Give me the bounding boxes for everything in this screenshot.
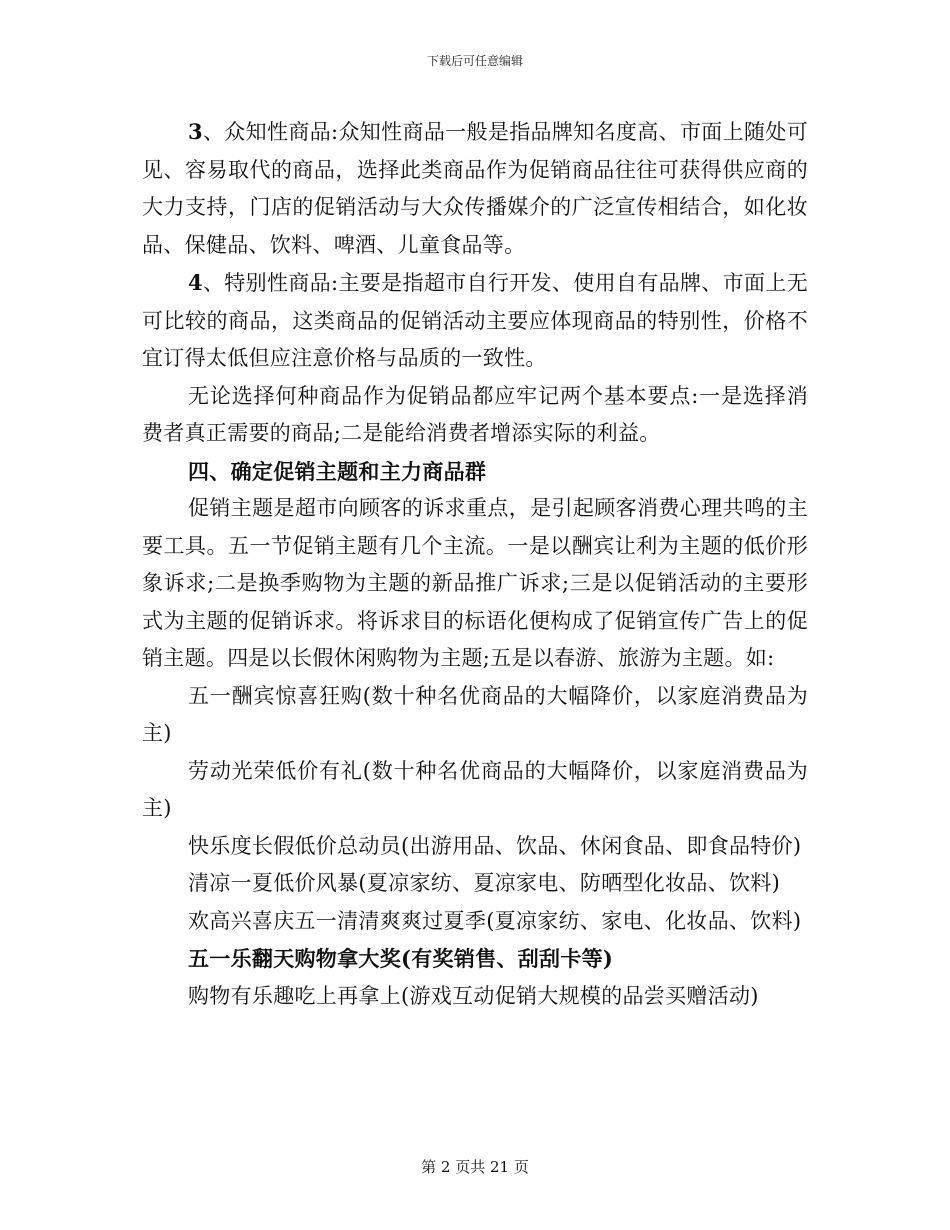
paragraph-text: 、特别性商品:主要是指超市自行开发、使用自有品牌、市面上无可比较的商品，这类商品的促销活动主要应体现商品的特别性，价格不宜订得太低但应注意价格与品质的一致性。	[142, 271, 808, 370]
item-number: 4	[188, 270, 203, 295]
item-number: 3	[188, 119, 203, 144]
document-body	[142, 113, 808, 1015]
section-heading: 四、确定促销主题和主力商品群	[188, 458, 487, 484]
theme-item: 清凉一夏低价风暴(夏凉家纺、夏凉家电、防晒型化妆品、饮料)	[188, 871, 781, 895]
theme-item: 购物有乐趣吃上再拿上(游戏互动促销大规模的品尝买赠活动)	[188, 983, 759, 1008]
paragraph-text: 、众知性商品:众知性商品一般是指品牌知名度高、市面上随处可见、容易取代的商品，选择此类商品作为促销商品往往可获得供应商的大力支持，门店的促销活动与大众传播媒介的广泛宣传相结合，如化妆品、保健品、饮料、啤酒、儿童食品等。	[142, 120, 808, 257]
page-header: 下载后可任意编辑	[426, 54, 523, 68]
theme-item: 欢高兴喜庆五一清清爽爽过夏季(夏凉家纺、家电、化妆品、饮料)	[188, 908, 802, 933]
theme-item: 快乐度长假低价总动员(出游用品、饮品、休闲食品、即食品特价)	[188, 833, 802, 858]
theme-item: 劳动光荣低价有礼(数十种名优商品的大幅降价，以家庭消费品为主)	[142, 758, 808, 820]
paragraph-popular-goods	[142, 113, 808, 264]
paragraph-special-goods	[142, 264, 808, 378]
theme-item-bold: 五一乐翻天购物拿大奖(有奖销售、刮刮卡等)	[188, 946, 614, 971]
page-footer: 第 2 页共 21 页	[421, 1158, 529, 1176]
theme-item: 五一酬宾惊喜狂购(数十种名优商品的大幅降价，以家庭消费品为主)	[142, 683, 808, 745]
paragraph-key-points: 无论选择何种商品作为促销品都应牢记两个基本要点:一是选择消费者真正需要的商品;二是能给消费者增添实际的利益。	[142, 383, 808, 445]
paragraph-promotion-theme: 促销主题是超市向顾客的诉求重点，是引起顾客消费心理共鸣的主要工具。五一节促销主题有几个主流。一是以酬宾让利为主题的低价形象诉求;二是换季购物为主题的新品推广诉求;三是以促销活动的主要形式为主题的促销诉求。将诉求目的标语化便构成了促销宣传广告上的促销主题。四是以长假休闲购物为主题;五是以春游、旅游为主题。如:	[142, 496, 808, 670]
